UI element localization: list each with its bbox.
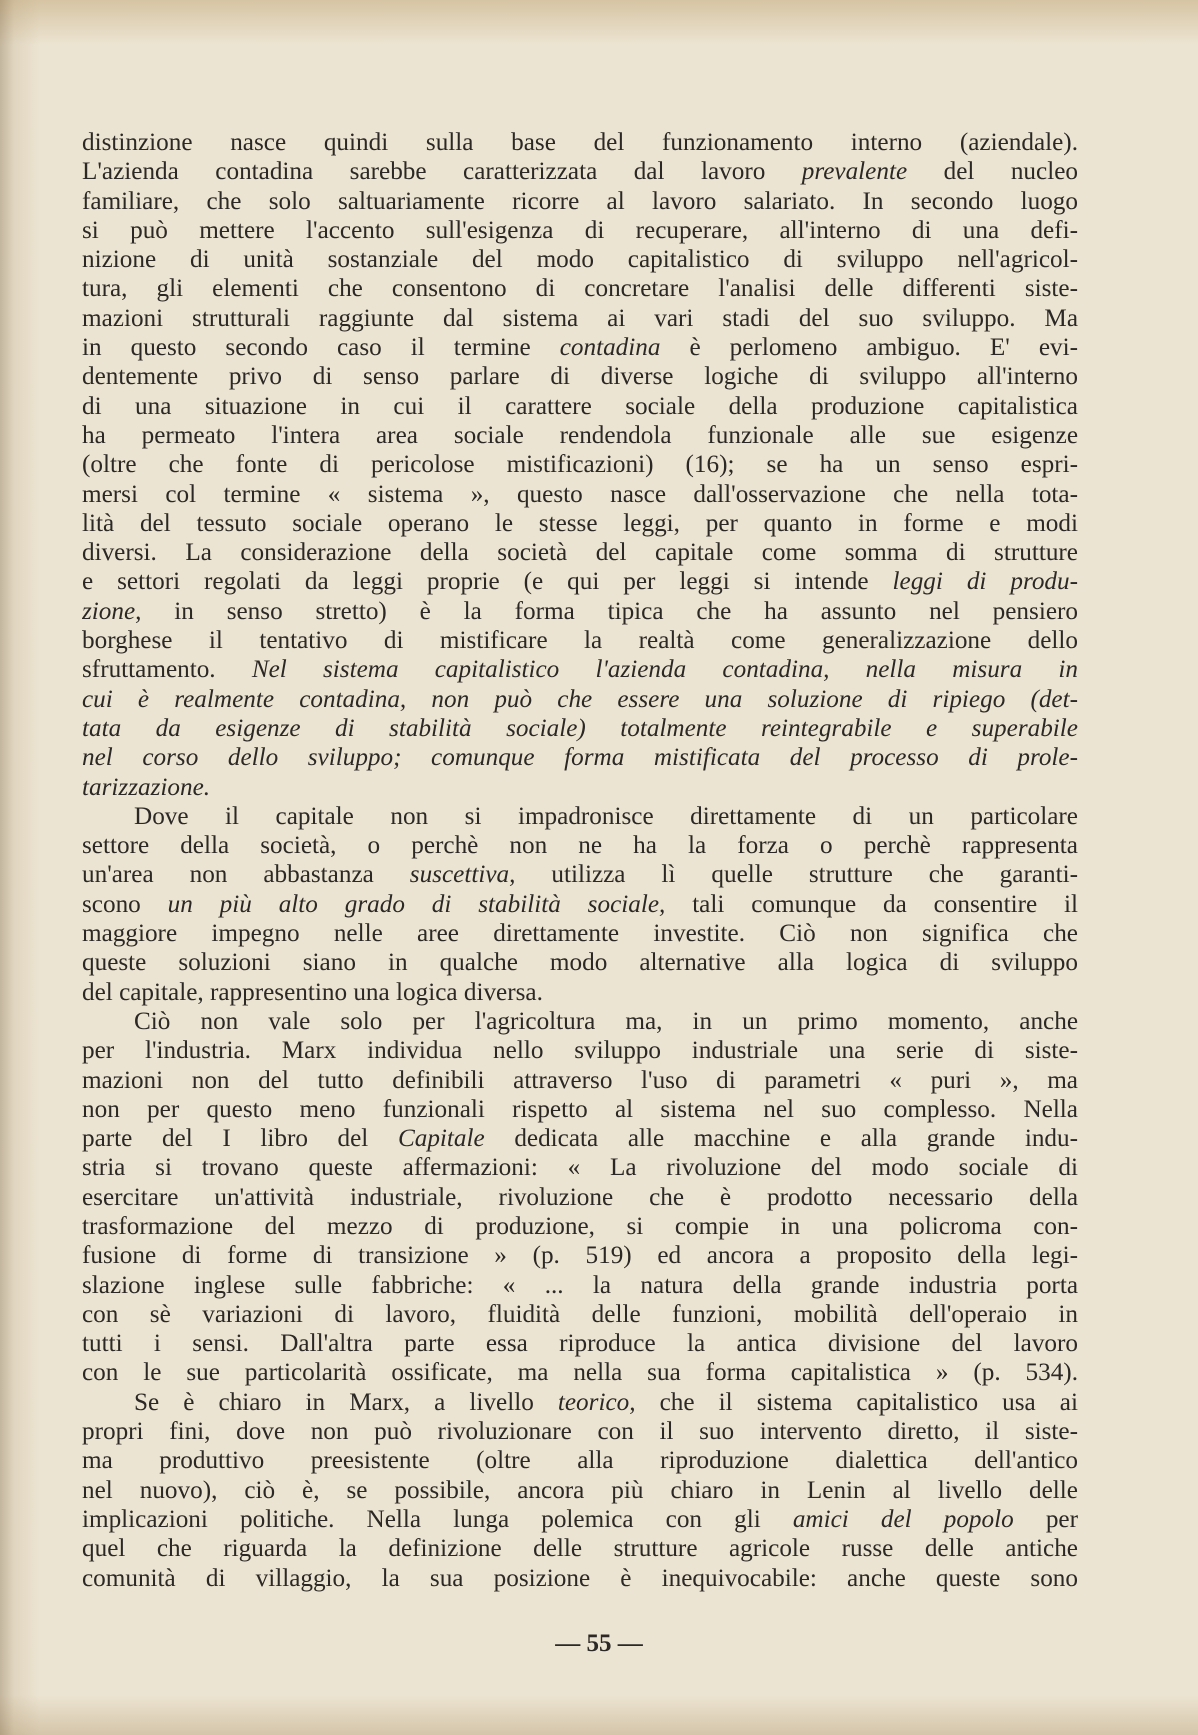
italic-text: suscettiva, <box>409 861 516 889</box>
text-line <box>82 978 1078 1007</box>
italic-text: nel corso dello sviluppo; comunque forma mistificata del processo di prole- <box>82 744 1078 772</box>
text-run: scono <box>82 890 168 918</box>
text-run: del capitale, rappresentino una logica diversa. <box>82 978 543 1006</box>
text-run: quel che riguarda la definizione delle strutture agricole russe delle antiche <box>82 1535 1078 1563</box>
italic-text: tata da esigenze di stabilità sociale) totalmente reintegrabile e superabile <box>82 714 1078 742</box>
text-line <box>82 1124 1078 1153</box>
text-line <box>82 1212 1078 1241</box>
text-run: nel nuovo), ciò è, se possibile, ancora più chiaro in Lenin al livello delle <box>82 1476 1078 1504</box>
text-line <box>82 1153 1078 1182</box>
text-run: settore della società, o perchè non ne ha la forza o perchè rappresenta <box>82 832 1078 860</box>
text-run: ha permeato l'intera area sociale rendendola funzionale alle sue esigenze <box>82 421 1078 449</box>
italic-text: zione, <box>82 597 142 625</box>
text-line <box>82 655 1078 684</box>
italic-text: contadina <box>559 334 661 362</box>
text-run: diversi. La considerazione della società del capitale come somma di strutture <box>82 539 1078 567</box>
italic-text: tarizzazione. <box>82 773 211 801</box>
text-run: non per questo meno funzionali rispetto al sistema nel suo complesso. Nella <box>82 1095 1078 1123</box>
text-line <box>82 890 1078 919</box>
page-number: — 55 — <box>555 1630 643 1657</box>
text-line <box>82 1300 1078 1329</box>
text-run: (oltre che fonte di pericolose mistificazioni) (16); se ha un senso espri- <box>82 451 1078 479</box>
italic-text: teorico, <box>557 1388 636 1416</box>
text-run: distinzione nasce quindi sulla base del funzionamento interno (aziendale). <box>82 129 1078 156</box>
italic-text: un più alto grado di stabilità sociale, <box>167 890 666 918</box>
text-line <box>82 685 1078 714</box>
text-line <box>82 245 1078 274</box>
text-run: dentemente privo di senso parlare di diverse logiche di sviluppo all'interno <box>82 363 1078 391</box>
text-run: stria si trovano queste affermazioni: « La rivoluzione del modo sociale di <box>82 1154 1078 1182</box>
text-line <box>82 216 1078 245</box>
body-text <box>82 128 1078 1593</box>
text-line <box>82 743 1078 772</box>
text-run: parte del I libro del <box>82 1125 398 1153</box>
text-run: comunità di villaggio, la sua posizione è inequivocabile: anche queste sono <box>82 1564 1078 1592</box>
text-run: queste soluzioni siano in qualche modo alternative alla logica di sviluppo <box>82 949 1078 977</box>
text-run: Ciò non vale solo per l'agricoltura ma, in un primo momento, anche <box>134 1007 1078 1035</box>
italic-text: amici del popolo <box>792 1505 1014 1533</box>
text-line <box>82 1476 1078 1505</box>
text-line <box>82 626 1078 655</box>
text-run: borghese il tentativo di mistificare la realtà come generalizzazione dello <box>82 627 1078 655</box>
text-run: trasformazione del mezzo di produzione, si compie in una policroma con- <box>82 1212 1078 1240</box>
text-run: un'area non abbastanza <box>82 861 410 889</box>
text-run: sfruttamento. <box>82 656 252 684</box>
text-line <box>82 1564 1078 1593</box>
text-run: per l'industria. Marx individua nello sviluppo industriale una serie di siste- <box>82 1037 1078 1065</box>
text-line <box>82 450 1078 479</box>
text-line <box>82 333 1078 362</box>
text-run: del nucleo <box>907 158 1078 186</box>
text-run: tali comunque da consentire il <box>665 890 1078 918</box>
text-run: mersi col termine « sistema », questo nasce dall'osservazione che nella tota- <box>82 480 1078 508</box>
text-line <box>82 831 1078 860</box>
text-line <box>82 421 1078 450</box>
text-run: per <box>1013 1505 1078 1533</box>
text-line <box>82 597 1078 626</box>
text-run: maggiore impegno nelle aree direttamente investite. Ciò non significa che <box>82 920 1078 948</box>
text-run: ma produttivo preesistente (oltre alla riproduzione dialettica dell'antico <box>82 1447 1078 1475</box>
text-run: lità del tessuto sociale operano le stesse leggi, per quanto in forme e modi <box>82 509 1078 537</box>
text-line <box>82 1388 1078 1417</box>
text-run: implicazioni politiche. Nella lunga polemica con gli <box>82 1505 793 1533</box>
text-line <box>82 948 1078 977</box>
text-run: propri fini, dove non può rivoluzionare con il suo intervento diretto, il siste- <box>82 1418 1078 1446</box>
text-line <box>82 1329 1078 1358</box>
text-line <box>82 157 1078 186</box>
text-run: di una situazione in cui il carattere sociale della produzione capitalistica <box>82 392 1078 420</box>
text-run: tutti i sensi. Dall'altra parte essa riproduce la antica divisione del lavoro <box>82 1330 1078 1358</box>
text-run: slazione inglese sulle fabbriche: « ... la natura della grande industria porta <box>82 1271 1078 1299</box>
text-run: con sè variazioni di lavoro, fluidità delle funzioni, mobilità dell'operaio in <box>82 1300 1078 1328</box>
text-line <box>82 1007 1078 1036</box>
text-line <box>82 304 1078 333</box>
text-run: Dove il capitale non si impadronisce direttamente di un particolare <box>134 802 1078 830</box>
text-run: fusione di forme di transizione » (p. 519) ed ancora a proposito della legi- <box>82 1242 1078 1270</box>
text-line <box>82 714 1078 743</box>
text-run: si può mettere l'accento sull'esigenza di recuperare, all'interno di una defi- <box>82 216 1078 244</box>
text-line <box>82 1183 1078 1212</box>
text-run: mazioni non del tutto definibili attraverso l'uso di parametri « puri », ma <box>82 1066 1078 1094</box>
text-run: familiare, che solo saltuariamente ricorre al lavoro salariato. In secondo luogo <box>82 187 1078 215</box>
italic-text: Nel sistema capitalistico l'azienda contadina, nella misura in <box>251 656 1078 684</box>
text-line <box>82 128 1078 157</box>
text-line <box>82 538 1078 567</box>
text-run: Se è chiaro in Marx, a livello <box>134 1388 558 1416</box>
text-line <box>82 392 1078 421</box>
text-line <box>82 480 1078 509</box>
text-line <box>82 1271 1078 1300</box>
text-line <box>82 362 1078 391</box>
text-line <box>82 860 1078 889</box>
text-line <box>82 1534 1078 1563</box>
italic-text: leggi di produ- <box>892 568 1078 596</box>
text-line <box>82 1241 1078 1270</box>
text-line <box>82 1066 1078 1095</box>
text-run: che il sistema capitalistico usa ai <box>635 1388 1078 1416</box>
text-run: esercitare un'attività industriale, rivoluzione che è prodotto necessario della <box>82 1183 1078 1211</box>
text-run: mazioni strutturali raggiunte dal sistema ai vari stadi del suo sviluppo. Ma <box>82 304 1078 332</box>
italic-text: cui è realmente contadina, non può che essere una soluzione di ripiego (det- <box>82 685 1078 713</box>
italic-text: prevalente <box>801 158 908 186</box>
text-line <box>82 773 1078 802</box>
text-run: e settori regolati da leggi proprie (e qui per leggi si intende <box>82 568 893 596</box>
text-run: nizione di unità sostanziale del modo capitalistico di sviluppo nell'agricol- <box>82 246 1078 274</box>
text-run: in questo secondo caso il termine <box>82 334 560 362</box>
text-line <box>82 187 1078 216</box>
text-run: utilizza lì quelle strutture che garanti- <box>515 861 1078 889</box>
text-line <box>82 509 1078 538</box>
text-line <box>82 274 1078 303</box>
text-line <box>82 1095 1078 1124</box>
text-run: con le sue particolarità ossificate, ma nella sua forma capitalistica » (p. 534). <box>82 1359 1078 1387</box>
text-run: L'azienda contadina sarebbe caratterizzata dal lavoro <box>82 158 802 186</box>
text-line <box>82 567 1078 596</box>
text-line <box>82 1358 1078 1387</box>
text-run: in senso stretto) è la forma tipica che ha assunto nel pensiero <box>141 597 1078 625</box>
text-line <box>82 1036 1078 1065</box>
text-line <box>82 919 1078 948</box>
text-run: è perlomeno ambiguo. E' evi- <box>660 334 1078 362</box>
italic-text: Capitale <box>397 1125 485 1153</box>
text-line <box>82 802 1078 831</box>
text-line <box>82 1417 1078 1446</box>
text-line <box>82 1446 1078 1475</box>
text-run: tura, gli elementi che consentono di concretare l'analisi delle differenti siste- <box>82 275 1078 303</box>
text-run: dedicata alle macchine e alla grande indu- <box>484 1125 1078 1153</box>
text-line <box>82 1505 1078 1534</box>
